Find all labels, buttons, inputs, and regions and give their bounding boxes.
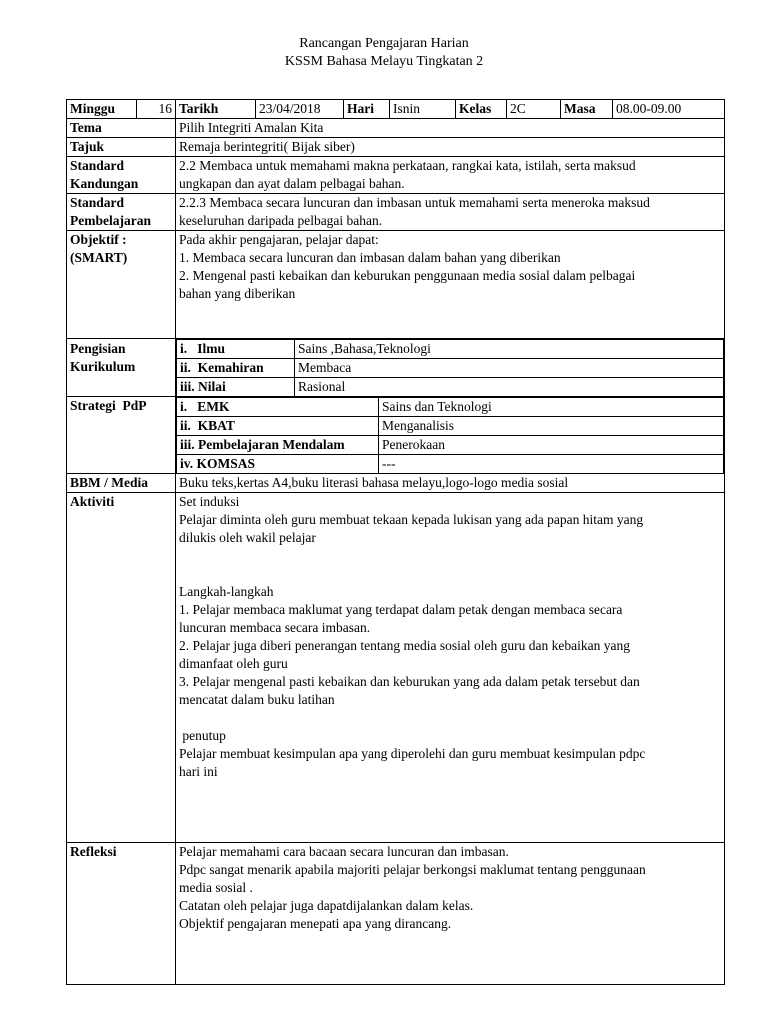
refleksi-label: Refleksi [67, 843, 176, 985]
tema-label: Tema [67, 119, 176, 138]
minggu-value: 16 [137, 100, 176, 119]
tajuk-label: Tajuk [67, 138, 176, 157]
strategi-value: --- [379, 455, 724, 474]
spacer [179, 547, 721, 583]
strategi-value: Menganalisis [379, 417, 724, 436]
standard-kandungan-label [67, 157, 176, 194]
refleksi-line: Pelajar memahami cara bacaan secara luncuran dan imbasan. [179, 844, 509, 859]
penutup-line: hari ini [179, 764, 218, 779]
pengisian-key: ii. Kemahiran [177, 359, 295, 378]
hari-value: Isnin [390, 100, 456, 119]
standard-kandungan-value [176, 157, 725, 194]
pengisian-row [67, 339, 725, 397]
standard-kandungan-label-1: Standard [70, 158, 125, 173]
pengisian-key: i. Ilmu [177, 340, 295, 359]
standard-pembelajaran-line: 2.2.3 Membaca secara luncuran dan imbasan untuk memahami serta meneroka maksud [179, 195, 650, 210]
bbm-row [67, 474, 725, 493]
set-induksi-line: Pelajar diminta oleh guru membuat tekaan kepada lukisan yang ada papan hitam yang [179, 512, 644, 527]
refleksi-line: media sosial . [179, 880, 253, 895]
strategi-row [67, 397, 725, 474]
strategi-komsas-row [177, 455, 724, 474]
info-row [67, 100, 725, 119]
objektif-line: 1. Membaca secara luncuran dan imbasan dalam bahan yang diberikan [179, 250, 561, 265]
standard-pembelajaran-label-2: Pembelajaran [70, 213, 151, 228]
refleksi-row [67, 843, 725, 985]
langkah-line: 2. Pelajar juga diberi penerangan tentang media sosial oleh guru dan kebaikan yang [179, 638, 630, 653]
pengisian-label [67, 339, 176, 397]
standard-kandungan-line: 2.2 Membaca untuk memahami makna perkataan, rangkai kata, istilah, serta maksud [179, 158, 636, 173]
langkah-line: mencatat dalam buku latihan [179, 692, 335, 707]
masa-label: Masa [561, 100, 613, 119]
aktiviti-label: Aktiviti [67, 493, 176, 843]
tajuk-value: Remaja berintegriti( Bijak siber) [176, 138, 725, 157]
refleksi-line: Catatan oleh pelajar juga dapatdijalankan dalam kelas. [179, 898, 474, 913]
strategi-pembelajaran-row [177, 436, 724, 455]
pengisian-key: iii. Nilai [177, 378, 295, 397]
pengisian-label-2: Kurikulum [70, 359, 136, 374]
standard-kandungan-line: ungkapan dan ayat dalam pelbagai bahan. [179, 176, 405, 191]
strategi-table [176, 397, 725, 474]
pengisian-kemahiran-row [177, 359, 724, 378]
strategi-value: Sains dan Teknologi [379, 398, 724, 417]
objektif-line: Pada akhir pengajaran, pelajar dapat: [179, 232, 379, 247]
objektif-value [176, 231, 725, 339]
objektif-line: 2. Mengenal pasti kebaikan dan keburukan penggunaan media sosial dalam pelbagai [179, 268, 636, 283]
strategi-emk-row [177, 398, 724, 417]
hari-label: Hari [344, 100, 390, 119]
spacer [179, 709, 721, 727]
bbm-value: Buku teks,kertas A4,buku literasi bahasa melayu,logo-logo media sosial [176, 474, 725, 493]
objektif-label-2: (SMART) [70, 250, 128, 265]
standard-pembelajaran-label [67, 194, 176, 231]
standard-pembelajaran-value [176, 194, 725, 231]
objektif-label [67, 231, 176, 339]
tarikh-value: 23/04/2018 [256, 100, 344, 119]
standard-pembelajaran-row [67, 194, 725, 231]
pengisian-value: Rasional [295, 378, 724, 397]
penutup-title: penutup [179, 728, 226, 743]
strategi-key: iii. Pembelajaran Mendalam [177, 436, 379, 455]
langkah-title: Langkah-langkah [179, 584, 274, 599]
strategi-value: Penerokaan [379, 436, 724, 455]
objektif-label-1: Objektif : [70, 232, 127, 247]
objektif-line: bahan yang diberikan [179, 286, 296, 301]
langkah-line: luncuran membaca secara imbasan. [179, 620, 371, 635]
strategi-key: iv. KOMSAS [177, 455, 379, 474]
document-subtitle: KSSM Bahasa Melayu Tingkatan 2 [284, 54, 484, 69]
refleksi-line: Objektif pengajaran menepati apa yang dirancang. [179, 916, 452, 931]
pengisian-ilmu-row [177, 340, 724, 359]
aktiviti-value [176, 493, 725, 843]
set-induksi-title: Set induksi [179, 494, 240, 509]
strategi-kbat-row [177, 417, 724, 436]
tajuk-row [67, 138, 725, 157]
langkah-line: 3. Pelajar mengenal pasti kebaikan dan keburukan yang ada dalam petak tersebut dan [179, 674, 640, 689]
standard-kandungan-label-2: Kandungan [70, 176, 139, 191]
standard-kandungan-row [67, 157, 725, 194]
pengisian-nilai-row [177, 378, 724, 397]
standard-pembelajaran-label-1: Standard [70, 195, 125, 210]
kelas-label: Kelas [456, 100, 507, 119]
set-induksi-line: dilukis oleh wakil pelajar [179, 530, 316, 545]
strategi-key: ii. KBAT [177, 417, 379, 436]
strategi-label: Strategi PdP [67, 397, 176, 474]
langkah-line: 1. Pelajar membaca maklumat yang terdapat dalam petak dengan membaca secara [179, 602, 623, 617]
document-title: Rancangan Pengajaran Harian [299, 36, 469, 51]
minggu-label: Minggu [67, 100, 137, 119]
tema-row [67, 119, 725, 138]
refleksi-line: Pdpc sangat menarik apabila majoriti pelajar berkongsi maklumat tentang penggunaan [179, 862, 646, 877]
pengisian-value: Sains ,Bahasa,Teknologi [295, 340, 724, 359]
bbm-label: BBM / Media [67, 474, 176, 493]
pengisian-label-1: Pengisian [70, 341, 126, 356]
aktiviti-row [67, 493, 725, 843]
masa-value: 08.00-09.00 [613, 100, 725, 119]
kelas-value: 2C [507, 100, 561, 119]
lesson-plan-table [66, 99, 725, 985]
pengisian-table [176, 339, 725, 397]
strategi-key: i. EMK [177, 398, 379, 417]
pengisian-value: Membaca [295, 359, 724, 378]
objektif-row [67, 231, 725, 339]
standard-pembelajaran-line: keseluruhan daripada pelbagai bahan. [179, 213, 383, 228]
tarikh-label: Tarikh [176, 100, 256, 119]
refleksi-value [176, 843, 725, 985]
langkah-line: dimanfaat oleh guru [179, 656, 288, 671]
penutup-line: Pelajar membuat kesimpulan apa yang diperolehi dan guru membuat kesimpulan pdpc [179, 746, 646, 761]
tema-value: Pilih Integriti Amalan Kita [176, 119, 725, 138]
